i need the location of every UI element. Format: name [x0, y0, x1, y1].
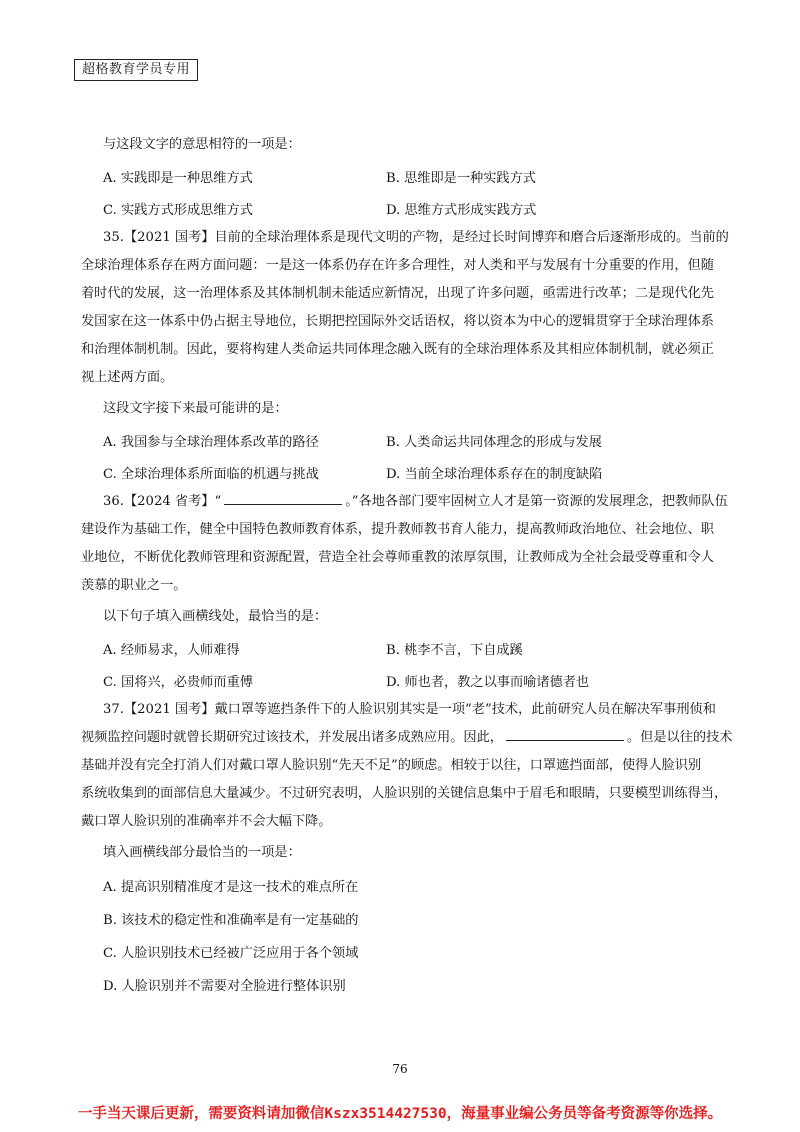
q36-option-b: B. 桃李不言，下自成蹊 [386, 643, 523, 659]
q35-text-line: 视上述两方面。 [81, 370, 174, 385]
q36-fill-blank [224, 492, 342, 505]
q37-fill-blank [506, 728, 624, 741]
q36-text-line: 建设作为基础工作，健全中国特色教师教育体系，提升教师教书育人能力，提高教师政治地位、社会地位、职 [81, 522, 714, 537]
q37-option-c: C. 人脸识别技术已经被广泛应用于各个领域 [103, 946, 359, 961]
page-number: 76 [392, 1062, 408, 1076]
q34-options-row-1 [81, 161, 731, 193]
q37-text-line: 系统收集到的面部信息大量减少。不过研究表明，人脸识别的关键信息集中于眉毛和眼睛，只要模型训练得当， [81, 786, 728, 801]
q34-option-a: A. 实践即是一种思维方式 [103, 171, 253, 187]
header-stamp: 超格教育学员专用 [74, 59, 198, 81]
q35-option-b: B. 人类命运共同体理念的形成与发展 [386, 435, 602, 451]
q36-text-line: 羡慕的职业之一。 [81, 578, 187, 593]
q35-option-a: A. 我国参与全球治理体系改革的路径 [103, 435, 319, 451]
q36-text-line [81, 488, 731, 516]
q36-option-a: A. 经师易求，人师难得 [103, 643, 240, 659]
q34-option-d: D. 思维方式形成实践方式 [386, 202, 537, 218]
q34-option-c: C. 实践方式形成思维方式 [103, 202, 253, 218]
q35-option-c: C. 全球治理体系所面临的机遇与挑战 [103, 466, 319, 482]
q36-stem: 以下句子填入画横线处，最恰当的是： [103, 609, 328, 624]
q37-option-b: B. 该技术的稳定性和准确率是有一定基础的 [103, 913, 359, 928]
q35-text-line: 全球治理体系存在两方面问题：一是这一体系仍存在许多合理性，对人类和平与发展有十分重要的作用，但随 [81, 258, 714, 273]
q34-options-row-2 [81, 193, 731, 225]
q37-text-line: 基础并没有完全打消人们对戴口罩人脸识别“先天不足”的顾虑。相较于以往，口罩遮挡面部，使得人脸识别 [81, 758, 702, 773]
q37-option-d: D. 人脸识别并不需要对全脸进行整体识别 [103, 979, 346, 994]
q37-text-line: 37.【2021 国考】戴口罩等遮挡条件下的人脸识别其实是一项“老”技术，此前研究人员在解决军事刑侦和 [103, 702, 716, 717]
q36-text-line: 业地位，不断优化教师管理和资源配置，营造全社会尊师重教的浓厚氛围，让教师成为全社会最受尊重和令人 [81, 550, 714, 565]
q36-line1-post: 。”各地各部门要牢固树立人才是第一资源的发展理念，把教师队伍 [345, 494, 728, 509]
q35-options-row-2 [81, 457, 731, 489]
q37-text-line [81, 724, 731, 752]
q35-options-row-1 [81, 425, 731, 457]
q37-option-a: A. 提高识别精准度才是这一技术的难点所在 [103, 880, 359, 895]
q37-line2-post: 。但是以往的技术 [627, 730, 733, 745]
q36-option-c: C. 国将兴，必贵师而重傅 [103, 674, 253, 690]
q35-option-d: D. 当前全球治理体系存在的制度缺陷 [386, 466, 603, 482]
q35-text-line: 发国家在这一体系中仍占据主导地位，长期把控国际外交话语权，将以资本为中心的逻辑贯穿于全球治理体系 [81, 314, 714, 329]
q36-options-row-1 [81, 633, 731, 665]
page-content [81, 128, 731, 1001]
q37-line2-pre: 视频监控问题时就曾长期研究过该技术，并发展出诸多成熟应用。因此， [81, 730, 503, 745]
q37-stem: 填入画横线部分最恰当的一项是： [103, 845, 301, 860]
q37-text-line: 戴口罩人脸识别的准确率并不会大幅下降。 [81, 814, 332, 829]
q35-stem: 这段文字接下来最可能讲的是： [103, 401, 288, 416]
q36-options-row-2 [81, 665, 731, 697]
q35-text-line: 和治理体制机制。因此，要将构建人类命运共同体理念融入既有的全球治理体系及其相应体制机制，就必须正 [81, 342, 714, 357]
q35-text-line: 35.【2021 国考】目前的全球治理体系是现代文明的产物，是经过长时间博弈和磨合后逐渐形成的。当前的 [103, 230, 729, 245]
q36-option-d: D. 师也者，教之以事而喻诸德者也 [386, 674, 590, 690]
q35-text-line: 着时代的发展，这一治理体系及其体制机制未能适应新情况，出现了许多问题，亟需进行改革；二是现代化先 [81, 286, 714, 301]
q34-stem: 与这段文字的意思相符的一项是： [103, 137, 301, 152]
q34-option-b: B. 思维即是一种实践方式 [386, 171, 536, 187]
footer-notice: 一手当天课后更新，需要资料请加微信Kszx3514427530，海量事业编公务员等备考资源等你选择。 [77, 1106, 723, 1122]
q36-line1-pre: 36.【2024 省考】“ [103, 494, 222, 509]
